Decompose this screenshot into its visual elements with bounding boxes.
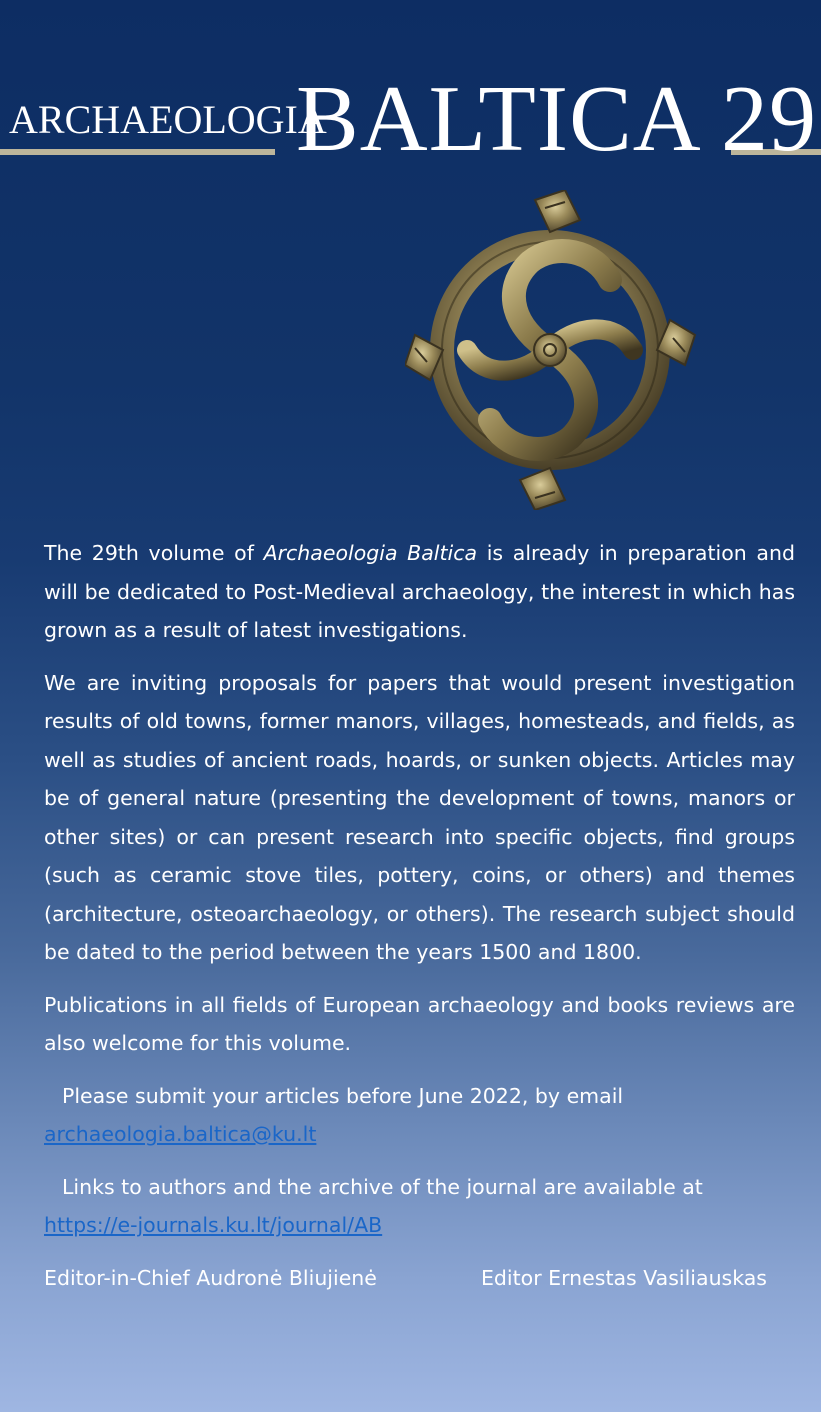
journal-title-big: BALTICA 29 — [296, 67, 817, 171]
email-link[interactable]: archaeologia.baltica@ku.lt — [44, 1122, 317, 1146]
call-for-papers-content — [44, 534, 795, 1297]
intro-text-end: is already in preparation and will be dedicated to Post-Medieval archaeology, the interest in which has grown as a result of latest investigations. — [44, 541, 795, 642]
links-text: Links to authors and the archive of the journal are available at — [62, 1174, 703, 1199]
editor: Editor Ernestas Vasiliauskas — [480, 1265, 767, 1290]
publications-paragraph: Publications in all fields of European archaeology and books reviews are also welcome for this volume. — [44, 992, 795, 1055]
links-paragraph — [44, 1168, 795, 1245]
masthead — [0, 0, 821, 180]
journal-name-italic: Archaeologia Baltica — [263, 541, 478, 565]
submit-paragraph — [44, 1077, 795, 1154]
bronze-triskelion-brooch-icon — [405, 190, 700, 510]
submit-text: Please submit your articles before June 2022, by email — [62, 1083, 624, 1108]
header-rule-left — [0, 149, 275, 155]
journal-title-small: ARCHAEOLOGIA — [9, 97, 327, 142]
journal-url-link[interactable]: https://e-journals.ku.lt/journal/AB — [44, 1213, 383, 1237]
proposals-paragraph: We are inviting proposals for papers that would present investigation results of old towns, former manors, villages, homesteads, and fields, as well as studies of ancient roads, hoards, or sunken objects. Articles may be of general nature (presenting the development of towns, manors or other sites) or can present research into specific objects, find groups (such as ceramic stove tiles, pottery, coins, or others) and themes (architecture, osteoarchaeology, or others). The research subject should be dated to the period between the years 1500 and 1800. — [44, 670, 795, 964]
intro-text-start: The 29th volume of — [44, 541, 264, 565]
intro-paragraph — [44, 534, 795, 650]
editor-in-chief: Editor-in-Chief Audronė Bliujienė — [44, 1265, 377, 1290]
editors-line — [44, 1259, 795, 1298]
